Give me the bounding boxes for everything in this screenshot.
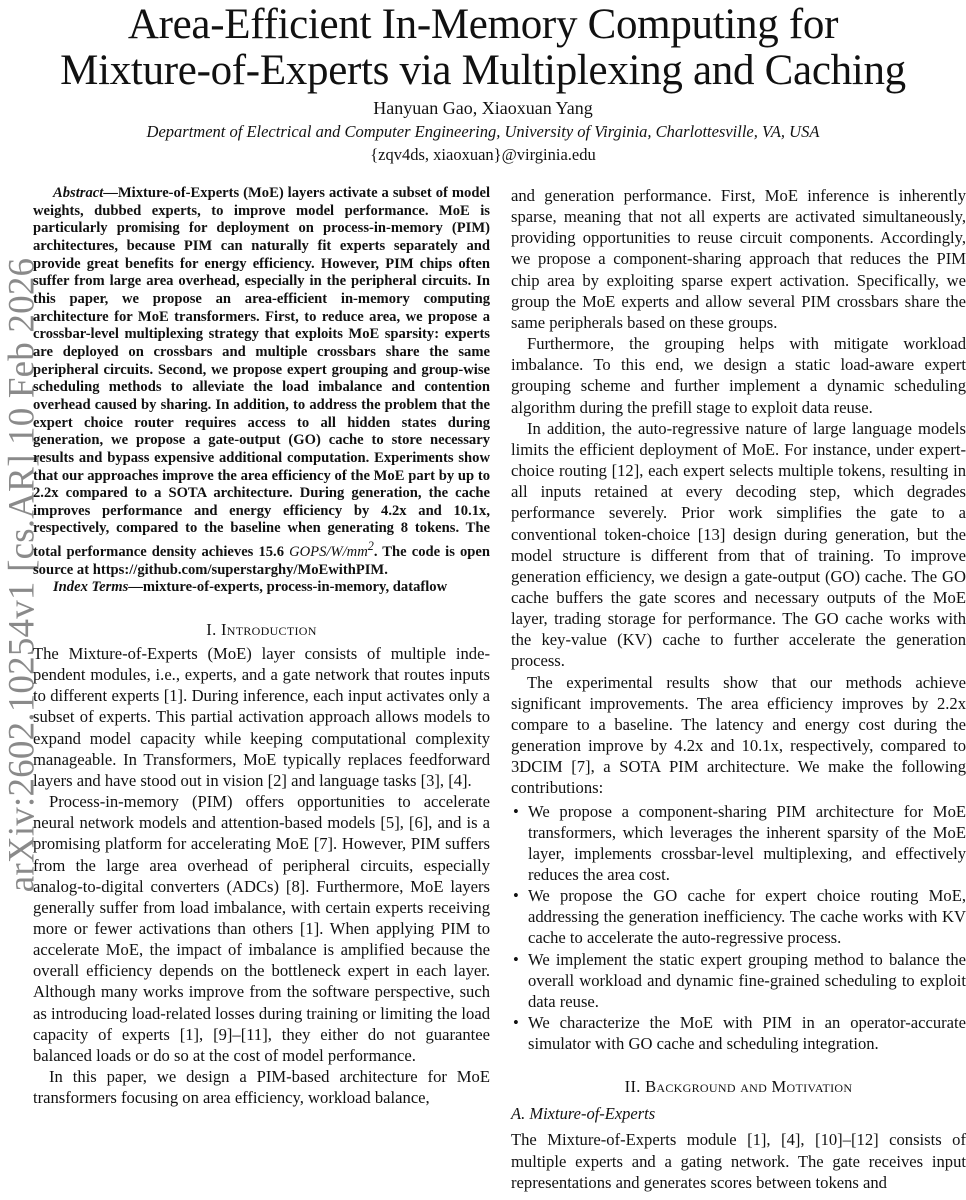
arxiv-stamp: arXiv:2602.10254v1 [cs.AR] 10 Feb 2026 bbox=[1, 257, 43, 893]
contribution-item: • We propose the GO cache for expert choice routing MoE, addressing the generation inefficiency. The cache works with KV cache to accelerate the auto-regressive process. bbox=[513, 886, 966, 948]
intro-paragraph-3-continued: and generation performance. First, MoE inference is inherently sparse, meaning that not all experts are activated simultaneously, providing opportunities to reuse circuit components. Accordingly, we propose a component-sharing approach that reduces the PIM chip area by exploiting sparse expert activation. Specifically, we group the MoE experts and allow several PIM crossbars share the same peripherals based on these groups. bbox=[511, 186, 966, 332]
left-column bbox=[33, 185, 490, 1108]
intro-paragraph-3: In this paper, we design a PIM-based architecture for MoE transformers focusing on area efficiency, workload balance, bbox=[33, 1067, 490, 1108]
bullet-icon: • bbox=[513, 1013, 519, 1033]
contribution-item: • We propose a component-sharing PIM architecture for MoE transformers, which leverages the inherent sparsity of the MoE layer, implements crossbar-level multiplexing, and effectively reduces the area cost. bbox=[513, 801, 966, 884]
affiliation: Department of Electrical and Computer Engineering, University of Virginia, Charlottesville, VA, USA bbox=[146, 122, 820, 141]
section-heading-background: II. Background and Motivation bbox=[624, 1077, 853, 1097]
bullet-icon: • bbox=[513, 949, 519, 969]
paper-title bbox=[0, 2, 966, 94]
title-line-1: Area-Efficient In-Memory Computing for bbox=[127, 1, 839, 48]
abstract-text: —Mixture-of-Experts (MoE) layers activate a subset of model weights, dubbed experts, to improve model performance. MoE is particularly promising for deployment on process-in-memory (PIM) architectures, because PIM can naturally fit experts separately and provide great benefits for energy efficiency. However, PIM chips often suffer from large area overhead, especially in the peripheral circuits. In this paper, we propose an area-efficient in-memory computing architecture for MoE transformers. First, to reduce area, we propose a crossbar-level multiplexing strategy that exploits MoE sparsity: experts are deployed on crossbars and multiple crossbars share the same peripheral circuits. Second, we propose expert grouping and group-wise scheduling methods to alleviate the load imbalance and contention overhead caused by sharing. In addition, to address the problem that the expert choice router requires access to all hidden states during generation, we propose a gate-output (GO) cache to store necessary results and bypass expensive additional computation. Experiments show that our approaches improve the area efficiency of the MoE part by up to 2.2x compared to a SOTA architecture. During generation, the cache improves performance and energy efficiency by 4.2x and 10.1x, respectively, compared to the baseline when generating 8 tokens. The total performance density achieves 15.6 bbox=[33, 185, 490, 560]
contributions-list bbox=[511, 801, 966, 1055]
title-line-2: Mixture-of-Experts via Multiplexing and Caching bbox=[60, 47, 906, 94]
contribution-item: • We implement the static expert grouping method to balance the overall workload and dynamic fine-grained scheduling to exploit data reuse. bbox=[513, 949, 966, 1011]
intro-paragraph-2: Process-in-memory (PIM) offers opportunities to accelerate neural network models and attention-based models [5], [6], and is a promising platform for accelerating MoE [7]. However, PIM suffers from the large area overhead of peripheral circuits, especially analog-to-digital converters (ADCs) [8]. Furthermore, MoE layers generally suffer from load imbalance, with certain experts receiving more or fewer activations than others [1]. When applying PIM to accelerate MoE, the impact of imbalance is amplified because the overall efficiency depends on the bottleneck expert in each layer. Although many works improve from the software perspective, such as introducing load-related losses during training or limiting the load capacity of experts [1], [9]–[11], they either do not guarantee balanced loads or do so at the cost of model performance. bbox=[33, 792, 490, 1065]
contribution-item: • We characterize the MoE with PIM in an operator-accurate simulator with GO cache and scheduling integration. bbox=[513, 1013, 966, 1054]
intro-paragraph-6: The experimental results show that our methods achieve significant improvements. The area efficiency improves by 2.2x compare to a baseline. The latency and energy cost during the generation improve by 4.2x and 10.1x, respectively, compared to 3DCIM [7], a SOTA PIM architecture. We make the following contributions: bbox=[511, 672, 966, 798]
bullet-icon: • bbox=[513, 886, 519, 906]
authors: Hanyuan Gao, Xiaoxuan Yang bbox=[373, 98, 593, 118]
bullet-icon: • bbox=[513, 801, 519, 821]
index-terms bbox=[33, 579, 490, 597]
abstract-text-end: . The code is open source at https://github.com/superstarghy/MoEwithPIM. bbox=[33, 543, 491, 578]
intro-paragraph-1: The Mixture-of-Experts (MoE) layer consists of multiple independent modules, i.e., experts, and a gate network that routes inputs to different experts [1]. During inference, each input activates only a subset of experts. This partial activation approach allows models to expand model capacity while keeping computational complexity manageable. In Transformers, MoE typically replaces feedforward layers and have stood out in vision [2] and language tasks [3], [4]. bbox=[33, 643, 490, 790]
abstract bbox=[33, 185, 490, 579]
background-paragraph-1: The Mixture-of-Experts module [1], [4], [10]–[12] consists of multiple experts and a gating network. The gate receives input representations and generates scores between tokens and bbox=[511, 1130, 966, 1192]
abstract-math-unit: GOPS/$W/mm^2$ bbox=[289, 539, 374, 560]
author-emails: {zqv4ds, xiaoxuan}@virginia.edu bbox=[370, 145, 596, 164]
index-terms-label: Index Terms bbox=[53, 579, 129, 596]
abstract-label: Abstract bbox=[53, 185, 104, 201]
index-terms-text: —mixture-of-experts, process-in-memory, dataflow bbox=[128, 579, 448, 596]
section-heading-introduction: I. Introduction bbox=[206, 619, 317, 639]
subsection-heading-moe: A. Mixture-of-Experts bbox=[511, 1104, 656, 1124]
right-column bbox=[511, 185, 966, 1193]
intro-paragraph-5: In addition, the auto-regressive nature of large language models limits the efficient deployment of MoE. For instance, under expert-choice routing [12], each expert selects multiple tokens, resulting in all inputs retained at every decoding step, which degrades performance severely. Prior work simplifies the gate to a conventional token-choice [13] design during generation, but the model structure is different from that of training. To improve generation efficiency, we design a gate-output (GO) cache. The GO cache buffers the gate scores and necessary outputs of the MoE layer, trading storage for performance. The GO cache works with the key-value (KV) cache to further accelerate the generation process. bbox=[511, 418, 966, 671]
intro-paragraph-4: Furthermore, the grouping helps with mitigate workload imbalance. To this end, we design a static load-aware expert grouping scheme and further implement a dynamic scheduling algorithm during the prefill stage to exploit data reuse. bbox=[511, 334, 966, 417]
